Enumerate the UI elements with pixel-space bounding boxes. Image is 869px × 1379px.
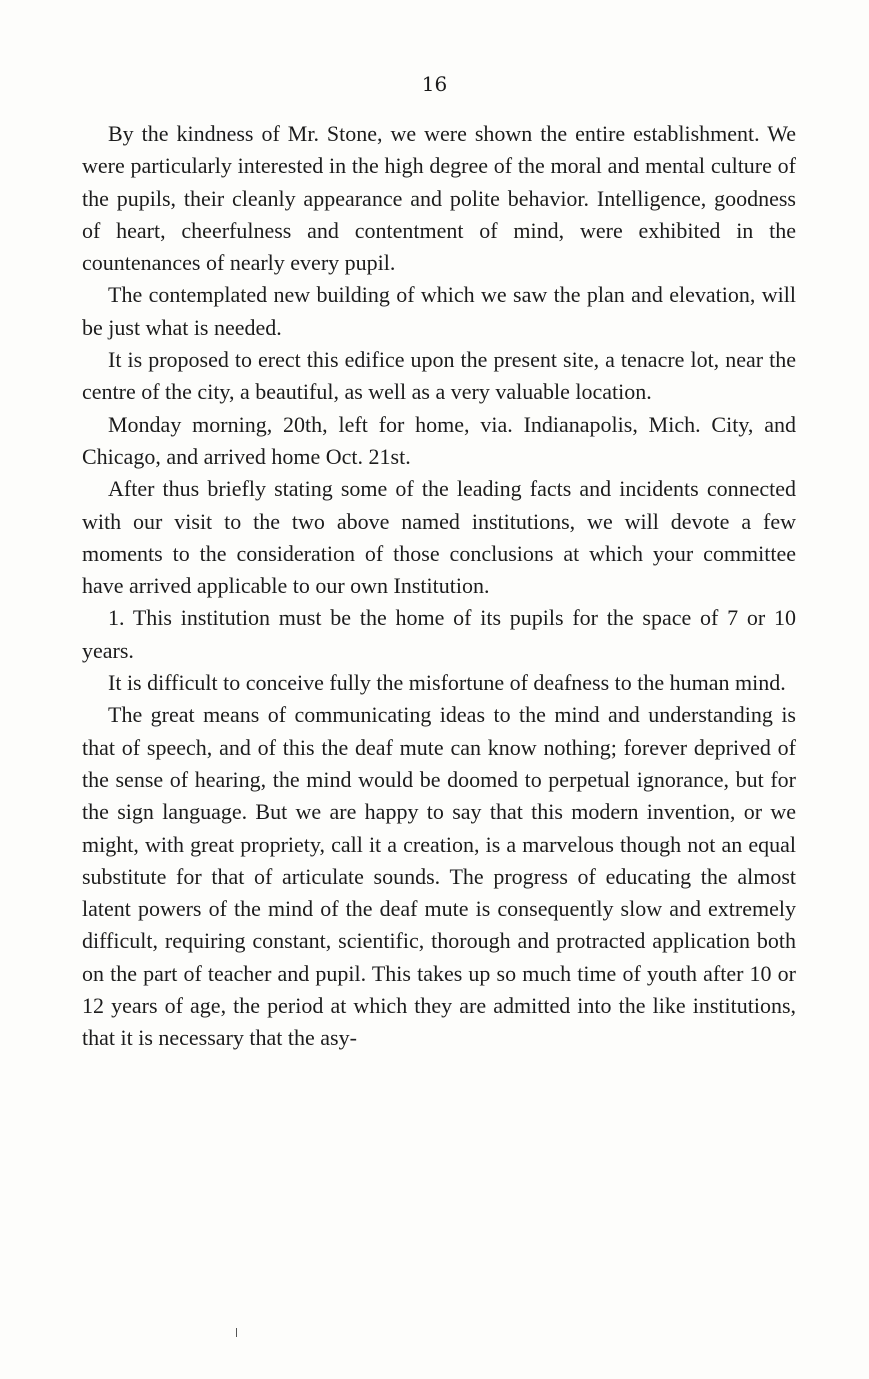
body-text [82,118,796,1055]
paragraph-deafness: It is difficult to conceive fully the misfortune of deafness to the human mind. [108,670,786,696]
paragraph-return-home: Monday morning, 20th, left for home, via. Indianapolis, Mich. City, and Chicago, and arrived home Oct. 21st. [82,411,796,469]
paragraph-new-building: The contemplated new building of which we saw the plan and elevation, will be just what is needed. [82,282,796,340]
paragraph-edifice-site: It is proposed to erect this edifice upon the present site, a tenacre lot, near the centre of the city, a beautiful, as well as a very valuable location. [82,347,796,405]
paragraph-conclusions: After thus briefly stating some of the leading facts and incidents connected with our visit to the two above named institutions, we will devote a few moments to the consideration of those conclusions at which your committee have arrived applicable to our own Institution. [82,476,796,599]
paragraph-establishment: By the kindness of Mr. Stone, we were shown the entire establishment. We were particularly interested in the high degree of the moral and mental culture of the pupils, their cleanly appearance and polite behavior. Intelligence, goodness of heart, cheerfulness and contentment of mind, were exhibited in the countenances of nearly every pupil. [82,121,796,276]
page-number: 16 [421,72,448,96]
paragraph-point-one: 1. This institution must be the home of its pupils for the space of 7 or 10 years. [82,605,796,663]
scan-artifact [236,1328,237,1337]
paragraph-sign-language: The great means of communicating ideas to the mind and understanding is that of speech, and of this the deaf mute can know nothing; forever deprived of the sense of hearing, the mind would be doomed to perpetual ignorance, but for the sign language. But we are happy to say that this modern invention, or we might, with great propriety, call it a creation, is a marvelous though not an equal substitute for that of articulate sounds. The progress of educating the almost latent powers of the mind of the deaf mute is consequently slow and extremely difficult, requiring constant, scientific, thorough and protracted application both on the part of teacher and pupil. This takes up so much time of youth after 10 or 12 years of age, the period at which they are admitted into the like institutions, that it is necessary that the asy- [82,702,796,1051]
